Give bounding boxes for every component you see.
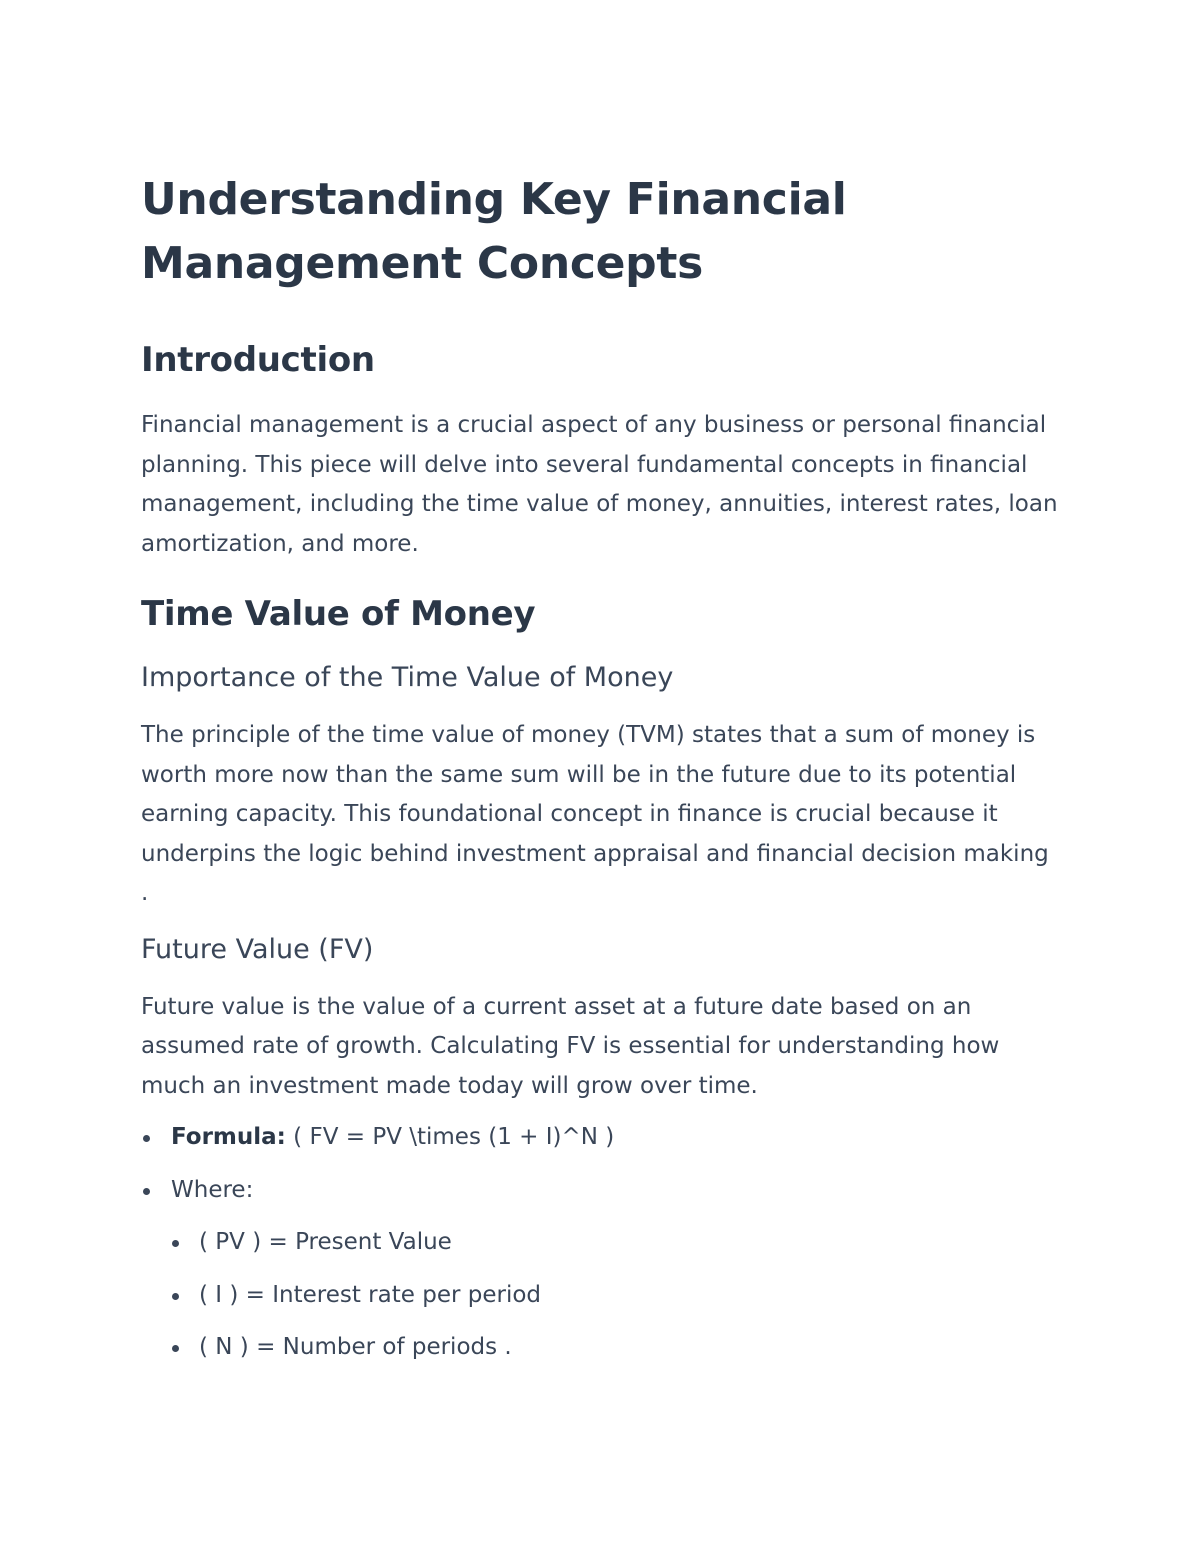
introduction-paragraph: Financial management is a crucial aspect of any business or personal financial planning. This piece will delve into several fundamental concepts in financial management, including the time value of money, annuities, interest rates, loan amortization, and more. [141,412,1058,557]
importance-paragraph: The principle of the time value of money (TVM) states that a sum of money is worth more now than the same sum will be in the future due to its potential earning capacity. This foundational concept in finance is crucial because it underpins the logic behind investment appraisal and financial decision making . [141,722,1049,906]
list-item-formula [141,1118,1061,1158]
list-item-where: Where: [141,1171,1061,1211]
formula-text: ( FV = PV \times (1 + I)^N ) [285,1124,615,1150]
future-value-paragraph: Future value is the value of a current asset at a future date based on an assumed rate of growth. Calculating FV is essential for understanding how much an investment made today will grow over time. [141,993,1000,1099]
section-heading-introduction: Introduction [141,340,375,380]
section-heading-time-value-of-money: Time Value of Money [141,594,536,634]
list-item-definition: ( I ) = Interest rate per period [141,1276,1061,1316]
subheading-importance-tvm: Importance of the Time Value of Money [141,662,674,693]
future-value-list [141,1118,1061,1368]
document-title: Understanding Key Financial Management Concepts [141,174,847,289]
subheading-future-value: Future Value (FV) [141,933,374,965]
formula-label: Formula: [171,1124,286,1150]
list-item-definition: ( PV ) = Present Value [141,1223,1061,1263]
list-item-definition: ( N ) = Number of periods . [141,1328,1061,1368]
document-page [141,168,1061,1368]
